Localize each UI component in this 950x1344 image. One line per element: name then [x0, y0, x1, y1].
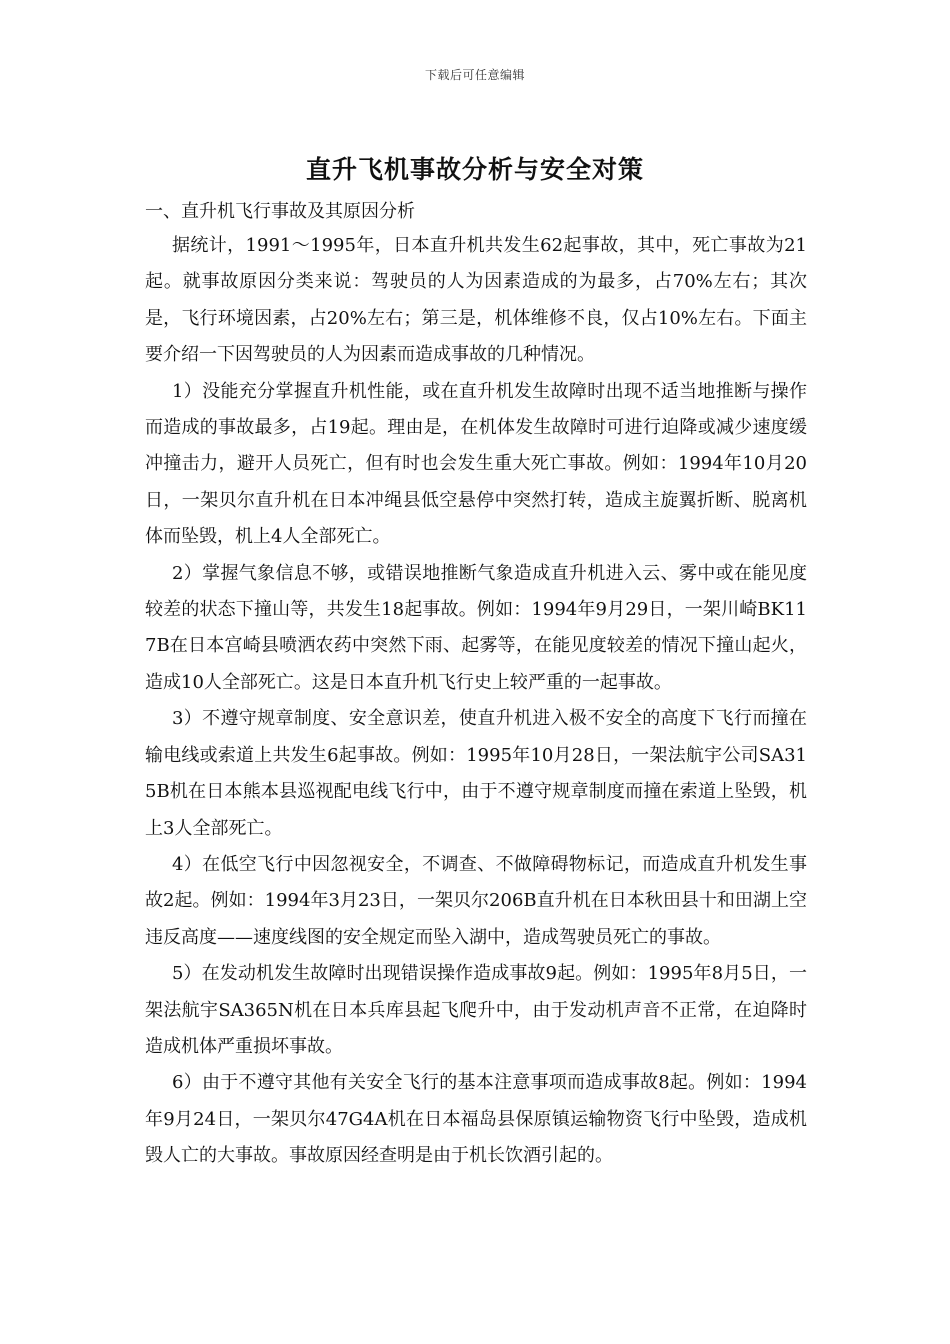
header-note: 下载后可任意编辑	[424, 68, 525, 82]
paragraph-item-1: 1）没能充分掌握直升机性能，或在直升机发生故障时出现不适当地推断与操作而造成的事故最多，占19起。理由是，在机体发生故障时可进行迫降或减少速度缓冲撞击力，避开人员死亡，但有时也会发生重大死亡事故。例如：1994年10月20日，一架贝尔直升机在日本冲绳县低空悬停中突然打转，造成主旋翼折断、脱离机体而坠毁，机上4人全部死亡。	[145, 380, 807, 548]
paragraph-item-6: 6）由于不遵守其他有关安全飞行的基本注意事项而造成事故8起。例如：1994年9月24日，一架贝尔47G4A机在日本福岛县保原镇运输物资飞行中坠毁，造成机毁人亡的大事故。事故原因经查明是由于机长饮酒引起的。	[145, 1072, 807, 1167]
paragraph-item-3: 3）不遵守规章制度、安全意识差，使直升机进入极不安全的高度下飞行而撞在输电线或索道上共发生6起事故。例如：1995年10月28日，一架法航宇公司SA315B机在日本熊本县巡视配电线飞行中，由于不遵守规章制度而撞在索道上坠毁，机上3人全部死亡。	[145, 708, 807, 839]
paragraph-item-5: 5）在发动机发生故障时出现错误操作造成事故9起。例如：1995年8月5日，一架法航宇SA365N机在日本兵库县起飞爬升中，由于发动机声音不正常，在迫降时造成机体严重损坏事故。	[145, 963, 807, 1057]
paragraph-item-4: 4）在低空飞行中因忽视安全，不调查、不做障碍物标记，而造成直升机发生事故2起。例如：1994年3月23日，一架贝尔206B直升机在日本秋田县十和田湖上空违反高度——速度线图的安全规定而坠入湖中，造成驾驶员死亡的事故。	[145, 853, 807, 948]
paragraph-statistics: 据统计，1991～1995年，日本直升机共发生62起事故，其中，死亡事故为21起。就事故原因分类来说：驾驶员的人为因素造成的为最多，占70%左右；其次是，飞行环境因素，占20%左右；第三是，机体维修不良，仅占10%左右。下面主要介绍一下因驾驶员的人为因素而造成事故的几种情况。	[145, 235, 807, 366]
document-body	[145, 195, 807, 1175]
section-heading: 一、直升机飞行事故及其原因分析	[145, 201, 415, 222]
document-title: 直升飞机事故分析与安全对策	[305, 155, 644, 184]
paragraph-item-2: 2）掌握气象信息不够，或错误地推断气象造成直升机进入云、雾中或在能见度较差的状态下撞山等，共发生18起事故。例如：1994年9月29日，一架川崎BK117B在日本宫崎县喷洒农药中突然下雨、起雾等，在能见度较差的情况下撞山起火，造成10人全部死亡。这是日本直升机飞行史上较严重的一起事故。	[145, 562, 807, 693]
